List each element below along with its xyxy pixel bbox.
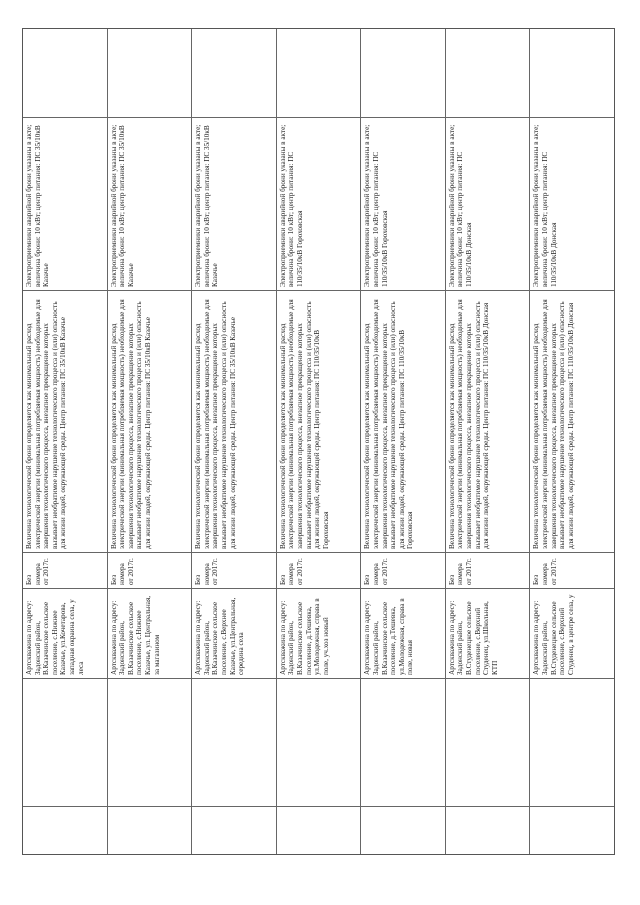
consumer-cell: [361, 678, 445, 806]
table-row: [361, 29, 446, 854]
consumer-cell: [277, 678, 361, 806]
emergency-reserve-cell: Электроприемники аварийной брони указаны в акте; величина брони: 10 кВт; центр питания: ПС 35/10кВ Казачье: [108, 117, 192, 290]
emergency-reserve-cell: Электроприемники аварийной брони указаны в акте; величина брони: 10 кВт; центр питания: ПС 110/35/10кВ Донская: [446, 117, 530, 290]
tech-reserve-cell: Величина технологической брони определяется как минимальный расход электрической энергии (минимальная потребляемая мощность) необходимые для завершения технологического процесса, внезапное прекращение которых вызывает необратимое нарушение технологического процесса и (или) опасность для жизни людей, окружающей среды. Центр питания: ПС 35/10кВ Казачье: [23, 290, 107, 552]
object-name-cell: Артскважина по адресу: Задонский район, В.Казачинское сельское поселение, с.Нижнее Казачье, ул.Кочетарова, западная окраина села, у леса: [23, 588, 107, 678]
emergency-reserve-cell: Электроприемники аварийной брони указаны в акте; величина брони: 10 кВт; центр питания: ПС 110/35/10кВ Гороховская: [361, 117, 445, 290]
object-name-cell: Артскважина по адресу: Задонский район, В.Казачинское сельское поселение, д.Тешевка, ул.Молодежная, справа в поле, уч.хоз новый: [277, 588, 361, 678]
consumer-cell: [530, 678, 614, 806]
object-name-cell: Артскважина по адресу: Задонский район, В.Студенецкое сельское поселение, с.Верхний Студенец, в центре села, у: [530, 588, 614, 678]
index-cell: [23, 806, 107, 854]
table-row: [23, 29, 108, 854]
emergency-reserve-cell: Электроприемники аварийной брони указаны в акте; величина брони: 10 кВт; центр питания: ПС 110/35/10кВ Донская: [530, 117, 614, 290]
table-row: [530, 29, 614, 854]
reservation-table: [22, 28, 615, 855]
table-row: [277, 29, 362, 854]
consumer-cell: [192, 678, 276, 806]
note-cell: [108, 29, 192, 117]
tech-reserve-cell: Величина технологической брони определяется как минимальный расход электрической энергии (минимальная потребляемая мощность) необходимые для завершения технологического процесса, внезапное прекращение которых вызывает необратимое нарушение технологического процесса и (или) опасность для жизни людей, окружающей среды. Центр питания: ПС 35/10кВ Казачье: [108, 290, 192, 552]
tech-reserve-cell: Величина технологической брони определяется как минимальный расход электрической энергии (минимальная потребляемая мощность) необходимые для завершения технологического процесса, внезапное прекращение которых вызывает необратимое нарушение технологического процесса и (или) опасность для жизни людей, окружающей среды. Центр питания: ПС 110/35/10кВ Гороховская: [277, 290, 361, 552]
act-number-cell: Без номера от 2017г.: [530, 552, 614, 588]
note-cell: [530, 29, 614, 117]
note-cell: [23, 29, 107, 117]
consumer-cell: [446, 678, 530, 806]
index-cell: [108, 806, 192, 854]
act-number-cell: Без номера от 2017г.: [192, 552, 276, 588]
table-row: [446, 29, 531, 854]
tech-reserve-cell: Величина технологической брони определяется как минимальный расход электрической энергии (минимальная потребляемая мощность) необходимые для завершения технологического процесса, внезапное прекращение которых вызывает необратимое нарушение технологического процесса и (или) опасность для жизни людей, окружающей среды. Центр питания: ПС 110/35/10кВ Гороховская: [361, 290, 445, 552]
note-cell: [361, 29, 445, 117]
act-number-cell: Без номера от 2017г.: [361, 552, 445, 588]
tech-reserve-cell: Величина технологической брони определяется как минимальный расход электрической энергии (минимальная потребляемая мощность) необходимые для завершения технологического процесса, внезапное прекращение которых вызывает необратимое нарушение технологического процесса и (или) опасность для жизни людей, окружающей среды. Центр питания: ПС 110/35/10кВ Донская: [530, 290, 614, 552]
act-number-cell: Без номера от 2017г.: [446, 552, 530, 588]
object-name-cell: Артскважина по адресу: Задонский район, В.Студенецкое сельское поселение, с.Верхний Студенец, ул.Школьная, КТП: [446, 588, 530, 678]
tech-reserve-cell: Величина технологической брони определяется как минимальный расход электрической энергии (минимальная потребляемая мощность) необходимые для завершения технологического процесса, внезапное прекращение которых вызывает необратимое нарушение технологического процесса и (или) опасность для жизни людей, окружающей среды. Центр питания: ПС 35/10кВ Казачье: [192, 290, 276, 552]
note-cell: [192, 29, 276, 117]
index-cell: [530, 806, 614, 854]
index-cell: [361, 806, 445, 854]
consumer-cell: [108, 678, 192, 806]
object-name-cell: Артскважина по адресу: Задонский район, В.Казачинское сельское поселение, д.Тешевка, ул.Молодежная, справа в поле, новая: [361, 588, 445, 678]
table-row: [108, 29, 193, 854]
act-number-cell: Без номера от 2017г.: [23, 552, 107, 588]
emergency-reserve-cell: Электроприемники аварийной брони указаны в акте; величина брони: 10 кВт; центр питания: ПС 35/10кВ Казачье: [192, 117, 276, 290]
note-cell: [277, 29, 361, 117]
act-number-cell: Без номера от 2017г.: [277, 552, 361, 588]
object-name-cell: Артскважина по адресу: Задонский район, В.Казачинское сельское поселение, с.Нижнее Казачье, ул. Центральная, за магазином: [108, 588, 192, 678]
index-cell: [277, 806, 361, 854]
act-number-cell: Без номера от 2017г.: [108, 552, 192, 588]
table-row: [192, 29, 277, 854]
index-cell: [446, 806, 530, 854]
note-cell: [446, 29, 530, 117]
index-cell: [192, 806, 276, 854]
tech-reserve-cell: Величина технологической брони определяется как минимальный расход электрической энергии (минимальная потребляемая мощность) необходимые для завершения технологического процесса, внезапное прекращение которых вызывает необратимое нарушение технологического процесса и (или) опасность для жизни людей, окружающей среды. Центр питания: ПС 110/35/10кВ Донская: [446, 290, 530, 552]
emergency-reserve-cell: Электроприемники аварийной брони указаны в акте; величина брони: 10 кВт; центр питания: ПС 35/10кВ Казачье: [23, 117, 107, 290]
object-name-cell: Артскважина по адресу: Задонский район, В.Казачинское сельское поселение, с.Верхнее Казачье, ул.Центральная, середина села: [192, 588, 276, 678]
consumer-cell: [23, 678, 107, 806]
emergency-reserve-cell: Электроприемники аварийной брони указаны в акте; величина брони: 10 кВт; центр питания: ПС 110/35/10кВ Гороховская: [277, 117, 361, 290]
